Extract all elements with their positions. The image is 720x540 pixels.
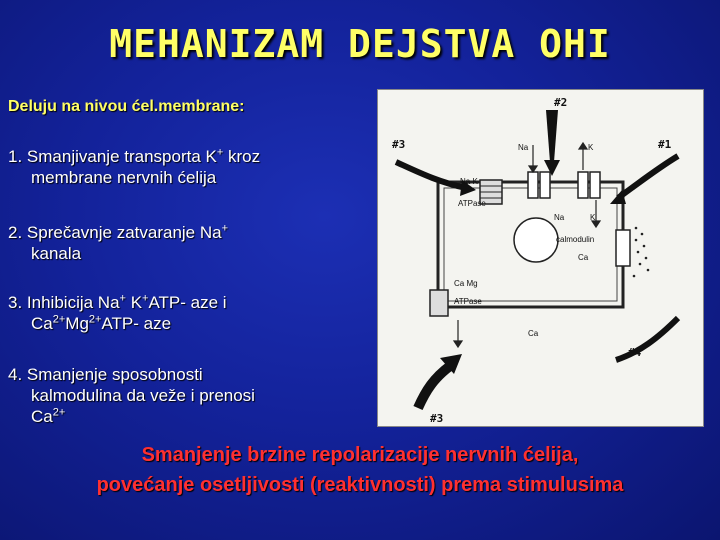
site-1-label: #1 [658,138,672,151]
item-text: Smanjivanje transporta K [26,147,217,166]
site-3-bottom-label: #3 [430,412,444,425]
conclusion-line-2: povećanje osetljivosti (reaktivnosti) prema stimulusima [96,474,624,496]
site-3-top-label: #3 [392,138,406,151]
site-3-bottom-arrow [418,366,450,408]
item-text: ATP- aze i [148,293,227,312]
item-text-cont [8,313,318,334]
superscript: + [221,222,229,235]
calmodulin-circle [514,218,558,262]
atpase-label-1: ATPase [458,199,486,208]
item-text-cont [8,406,318,427]
item-text: Inhibicija Na [26,293,120,312]
na-channel [528,172,538,198]
ca-bottom-label: Ca [528,329,539,338]
item-text-cont: kalmodulina da veže i prenosi [31,386,255,405]
diagram-svg [378,90,703,426]
site-4-arrow [616,318,678,360]
item-text: Smanjenje sposobnosti [26,365,203,384]
item-text: K [125,293,143,312]
item-text: Ca [31,314,53,333]
ca-mg-label: Ca Mg [454,279,478,288]
item-number: 1. [8,147,23,166]
site-2-label: #2 [554,96,568,109]
na-top-label: Na [518,143,529,152]
membrane-mechanism-diagram [377,89,704,427]
item-text: ATP- aze [101,314,172,333]
superscript: + [142,292,149,305]
site-1-arrow [618,156,678,198]
superscript: + [216,146,224,159]
site-3-top-arrow [396,162,466,188]
list-item-1 [8,146,318,188]
ion-dots [633,227,650,278]
calmodulin-label: calmodulin [556,235,595,244]
ca-channel [616,230,630,266]
superscript: + [119,292,126,305]
site-2-arrow [546,110,558,162]
slide-title: MEHANIZAM DEJSTVA OHI [109,22,611,66]
ca-mg-atpase-pump [430,290,448,316]
conclusion-line-1: Smanjenje brzine repolarizacije nervnih ćelija, [141,444,579,466]
superscript: 2+ [52,406,66,419]
superscript: 2+ [88,313,102,326]
site-4-label: #4 [628,346,642,359]
item-text: Mg [65,314,89,333]
superscript: 2+ [52,313,66,326]
item-number: 3. [8,293,23,312]
item-text: kroz [223,147,261,166]
item-text: Sprečavnje zatvaranje Na [26,223,222,242]
na-k-label: Na K [460,177,478,186]
ca-inner-label: Ca [578,253,589,262]
list-item-2 [8,222,318,264]
item-text-cont: kanala [31,244,82,263]
na-channel-2 [540,172,550,198]
item-text-cont: membrane nervnih ćelija [31,168,217,187]
k-inner-label: K [590,213,596,222]
atpase-label-2: ATPase [454,297,482,306]
item-number: 4. [8,365,23,384]
na-inner-label: Na [554,213,565,222]
list-item-3 [8,292,318,334]
list-item-4 [8,364,318,427]
k-top-label: K [588,143,594,152]
conclusion-text [0,440,720,500]
item-number: 2. [8,223,23,242]
intro-text: Deluju na nivou ćel.membrane: [8,98,245,115]
k-channel [578,172,588,198]
item-text: Ca [31,407,53,426]
k-channel-2 [590,172,600,198]
